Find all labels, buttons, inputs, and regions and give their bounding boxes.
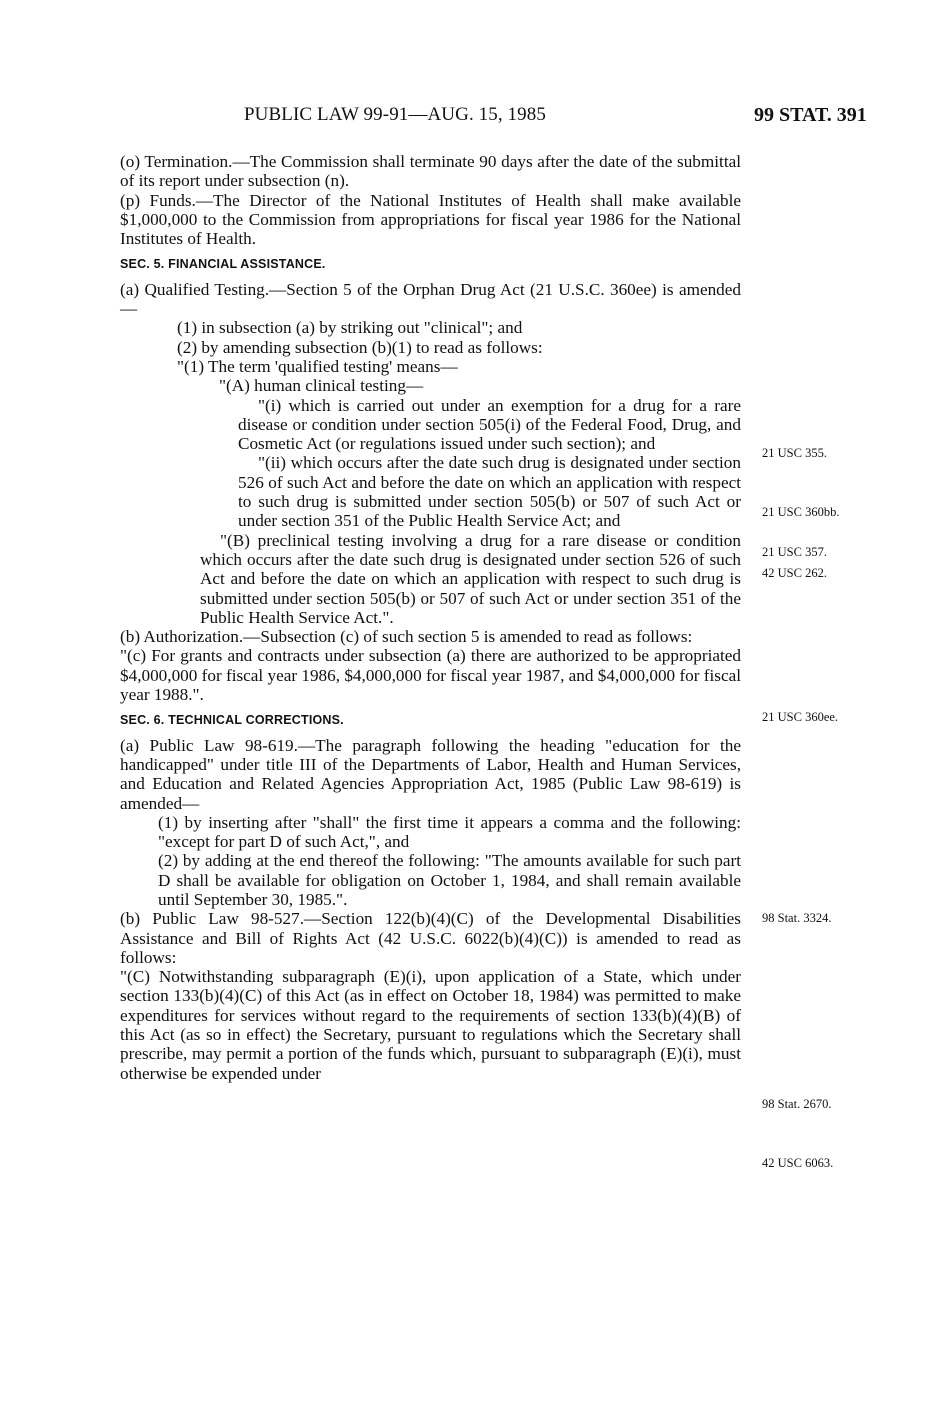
margin-note-21-usc-360ee: 21 USC 360ee. (762, 710, 839, 724)
clause-a1: (1) in subsection (a) by striking out "clinical"; and (177, 318, 523, 338)
margin-note-21-usc-360bb: 21 USC 360bb. (762, 505, 840, 519)
paragraph-b-authorization: (b) Authorization.—Subsection (c) of such section 5 is amended to read as follows: (120, 627, 693, 647)
paragraph-a-public-law-98-619: (a) Public Law 98-619.—The paragraph following the heading "education for the handicapped" under title III of the Departments of Labor, Health and Human Services, and Education and Related Agencies Appropriation Act, 1985 (Public Law 98-619) is amended— (120, 735, 741, 813)
page-header-title: PUBLIC LAW 99-91—AUG. 15, 1985 (244, 104, 546, 125)
paragraph-c-grants: "(c) For grants and contracts under subsection (a) there are authorized to be appropriated $4,000,000 for fiscal year 1986, $4,000,000 for fiscal year 1987, and $4,000,000 for fiscal year 1988.". (120, 646, 741, 705)
margin-note-98-stat-3324: 98 Stat. 3324. (762, 911, 832, 925)
clause-human-clinical: "(A) human clinical testing— (219, 376, 424, 396)
margin-note-21-usc-355: 21 USC 355. (762, 446, 827, 460)
page-header-stat: 99 STAT. 391 (754, 104, 867, 126)
clause-pl1: (1) by inserting after "shall" the first time it appears a comma and the following: "except for part D of such Act,", and (158, 812, 741, 852)
margin-note-21-usc-357: 21 USC 357. (762, 545, 827, 559)
margin-note-42-usc-6063: 42 USC 6063. (762, 1156, 834, 1170)
paragraph-a-qualified-testing: (a) Qualified Testing.—Section 5 of the Orphan Drug Act (21 U.S.C. 360ee) is amended— (120, 279, 741, 319)
paragraph-p-funds: (p) Funds.—The Director of the National Institutes of Health shall make available $1,000,000 to the Commission from appropriations for fiscal year 1986 for the National Institutes of Health. (120, 190, 741, 249)
clause-preclinical: "(B) preclinical testing involving a drug for a rare disease or condition which occurs after the date such drug is designated under section 526 of such Act and before the date on which an application with respect to such drug is submitted under section 505(b) or 507 of such Act or under section 351 of the Public Health Service Act.". (200, 530, 741, 627)
section-5-heading: SEC. 5. FINANCIAL ASSISTANCE. (120, 257, 326, 272)
clause-qualified-testing-def: "(1) The term 'qualified testing' means— (177, 356, 458, 376)
section-6-heading: SEC. 6. TECHNICAL CORRECTIONS. (120, 713, 344, 728)
margin-note-42-usc-262: 42 USC 262. (762, 566, 827, 580)
paragraph-b-public-law-98-527: (b) Public Law 98-527.—Section 122(b)(4)(C) of the Developmental Disabilities Assistance and Bill of Rights Act (42 U.S.C. 6022(b)(4)(C)) is amended to read as follows: (120, 909, 741, 967)
statute-body (120, 152, 741, 1083)
clause-i: "(i) which is carried out under an exemption for a drug for a rare disease or condition under section 505(i) of the Federal Food, Drug, and Cosmetic Act (or regulations issued under such section); and (238, 395, 741, 454)
clause-ii: "(ii) which occurs after the date such drug is designated under section 526 of such Act and before the date on which an application with respect to such drug is submitted under section 505(b) or 507 of such Act or under section 351 of the Public Health Service Act; and (238, 453, 741, 531)
paragraph-c-notwithstanding: "(C) Notwithstanding subparagraph (E)(i), upon application of a State, which under section 133(b)(4)(C) of this Act (as in effect on October 18, 1984) was permitted to make expenditures for services without regard to the requirements of section 133(b)(4)(B) of this Act (as so in effect) the Secretary, pursuant to regulations which the Secretary shall prescribe, may permit a portion of the funds which, pursuant to subparagraph (E)(i), must otherwise be expended under (120, 967, 741, 1083)
clause-pl2: (2) by adding at the end thereof the following: "The amounts available for such part D shall be available for obligation on October 1, 1984, and shall remain available until September 30, 1985.". (158, 851, 741, 909)
paragraph-o-termination: (o) Termination.—The Commission shall terminate 90 days after the date of the submittal of its report under subsection (n). (120, 152, 741, 191)
clause-a2: (2) by amending subsection (b)(1) to read as follows: (177, 337, 543, 357)
margin-note-98-stat-2670: 98 Stat. 2670. (762, 1097, 832, 1111)
